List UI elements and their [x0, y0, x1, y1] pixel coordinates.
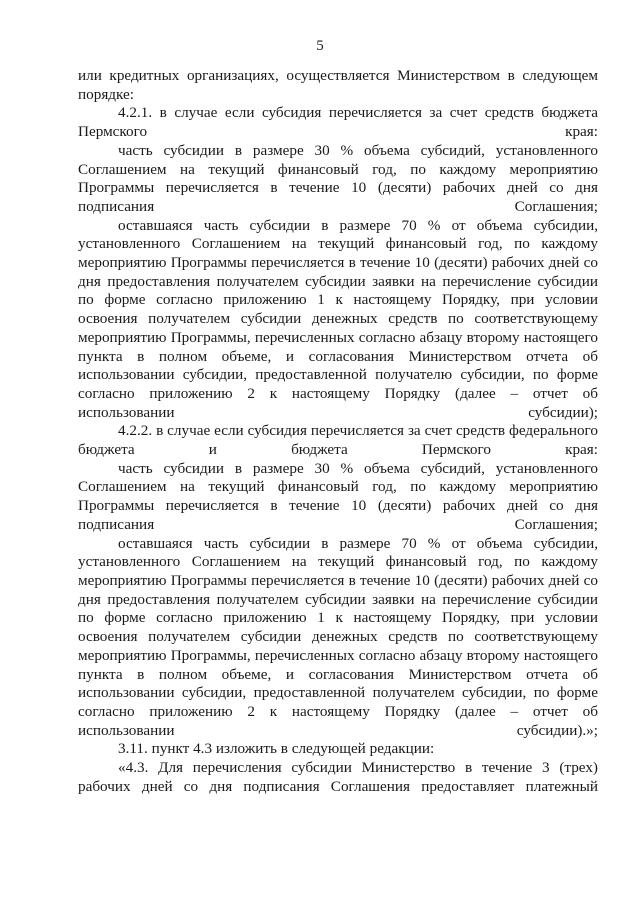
paragraph-text: Соглашением на текущий финансовый год, по каждому мероприятию Программы перечисляется в течение 10 (десяти) рабочих дней со дня подписания Соглашения;	[78, 160, 598, 215]
paragraph-text: Соглашением на текущий финансовый год, по каждому мероприятию Программы перечисляется в течение 10 (десяти) рабочих дней со дня подписания Соглашения;	[78, 478, 598, 533]
document-body	[78, 67, 598, 796]
paragraph-text: Пермского края:	[78, 123, 598, 141]
paragraph-first-line: «4.3. Для перечисления субсидии Министерство в течение 3 (трех)	[118, 759, 598, 777]
paragraph	[78, 67, 598, 104]
paragraph	[78, 422, 598, 459]
paragraph	[78, 104, 598, 141]
paragraph-text: порядке:	[78, 85, 134, 103]
paragraph-first-line: часть субсидии в размере 30 % объема субсидий, установленного	[118, 459, 598, 477]
page-number: 5	[316, 38, 324, 54]
paragraph	[78, 740, 598, 759]
paragraph-first-line: 4.2.1. в случае если субсидия перечисляется за счет средств бюджета	[118, 104, 598, 122]
paragraph-first-line: оставшаяся часть субсидии в размере 70 % от объема субсидии,	[118, 534, 598, 552]
paragraph-text: установленного Соглашением на текущий финансовый год, по каждому мероприятию Программы перечисляется в течение 10 (десяти) рабочих дней со дня предоставления получателем субсидии заявки на перечисление субсидии по форме согласно приложению 1 к настоящему Порядку, при условии освоения получателем субсидии денежных средств по соответствующему мероприятию Программы, перечисленных согласно абзацу второму настоящего пункта в полном объеме, и согласования Министерством отчета об использовании субсидии, предоставленной получателем субсидии, по форме согласно приложению 2 к настоящему Порядку (далее – отчет об использовании субсидии).»;	[78, 553, 598, 739]
paragraph	[78, 460, 598, 535]
paragraph	[78, 142, 598, 217]
paragraph-first-line: 3.11. пункт 4.3 изложить в следующей редакции:	[118, 740, 435, 758]
paragraph-first-line: оставшаяся часть субсидии в размере 70 % от объема субсидии,	[118, 216, 598, 234]
paragraph-text: установленного Соглашением на текущий финансовый год, по каждому мероприятию Программы перечисляется в течение 10 (десяти) рабочих дней со дня предоставления получателем субсидии заявки на перечисление субсидии по форме согласно приложению 1 к настоящему Порядку, при условии освоения получателем субсидии денежных средств по соответствующему мероприятию Программы, перечисленных согласно абзацу второму настоящего пункта в полном объеме, и согласования Министерством отчета об использовании субсидии, предоставленной получателю субсидии, по форме согласно приложению 2 к настоящему Порядку (далее – отчет об использовании субсидии);	[78, 235, 598, 421]
paragraph-text: рабочих дней со дня подписания Соглашения предоставляет платежный	[78, 777, 598, 795]
paragraph-text: бюджета и бюджета Пермского края:	[78, 441, 598, 459]
paragraph	[78, 217, 598, 423]
paragraph-first-line: 4.2.2. в случае если субсидия перечисляется за счет средств федерального	[118, 422, 598, 440]
paragraph	[78, 535, 598, 741]
paragraph-first-line: часть субсидии в размере 30 % объема субсидий, установленного	[118, 141, 598, 159]
paragraph-first-line: или кредитных организациях, осуществляется Министерством в следующем	[78, 67, 598, 84]
paragraph	[78, 759, 598, 796]
